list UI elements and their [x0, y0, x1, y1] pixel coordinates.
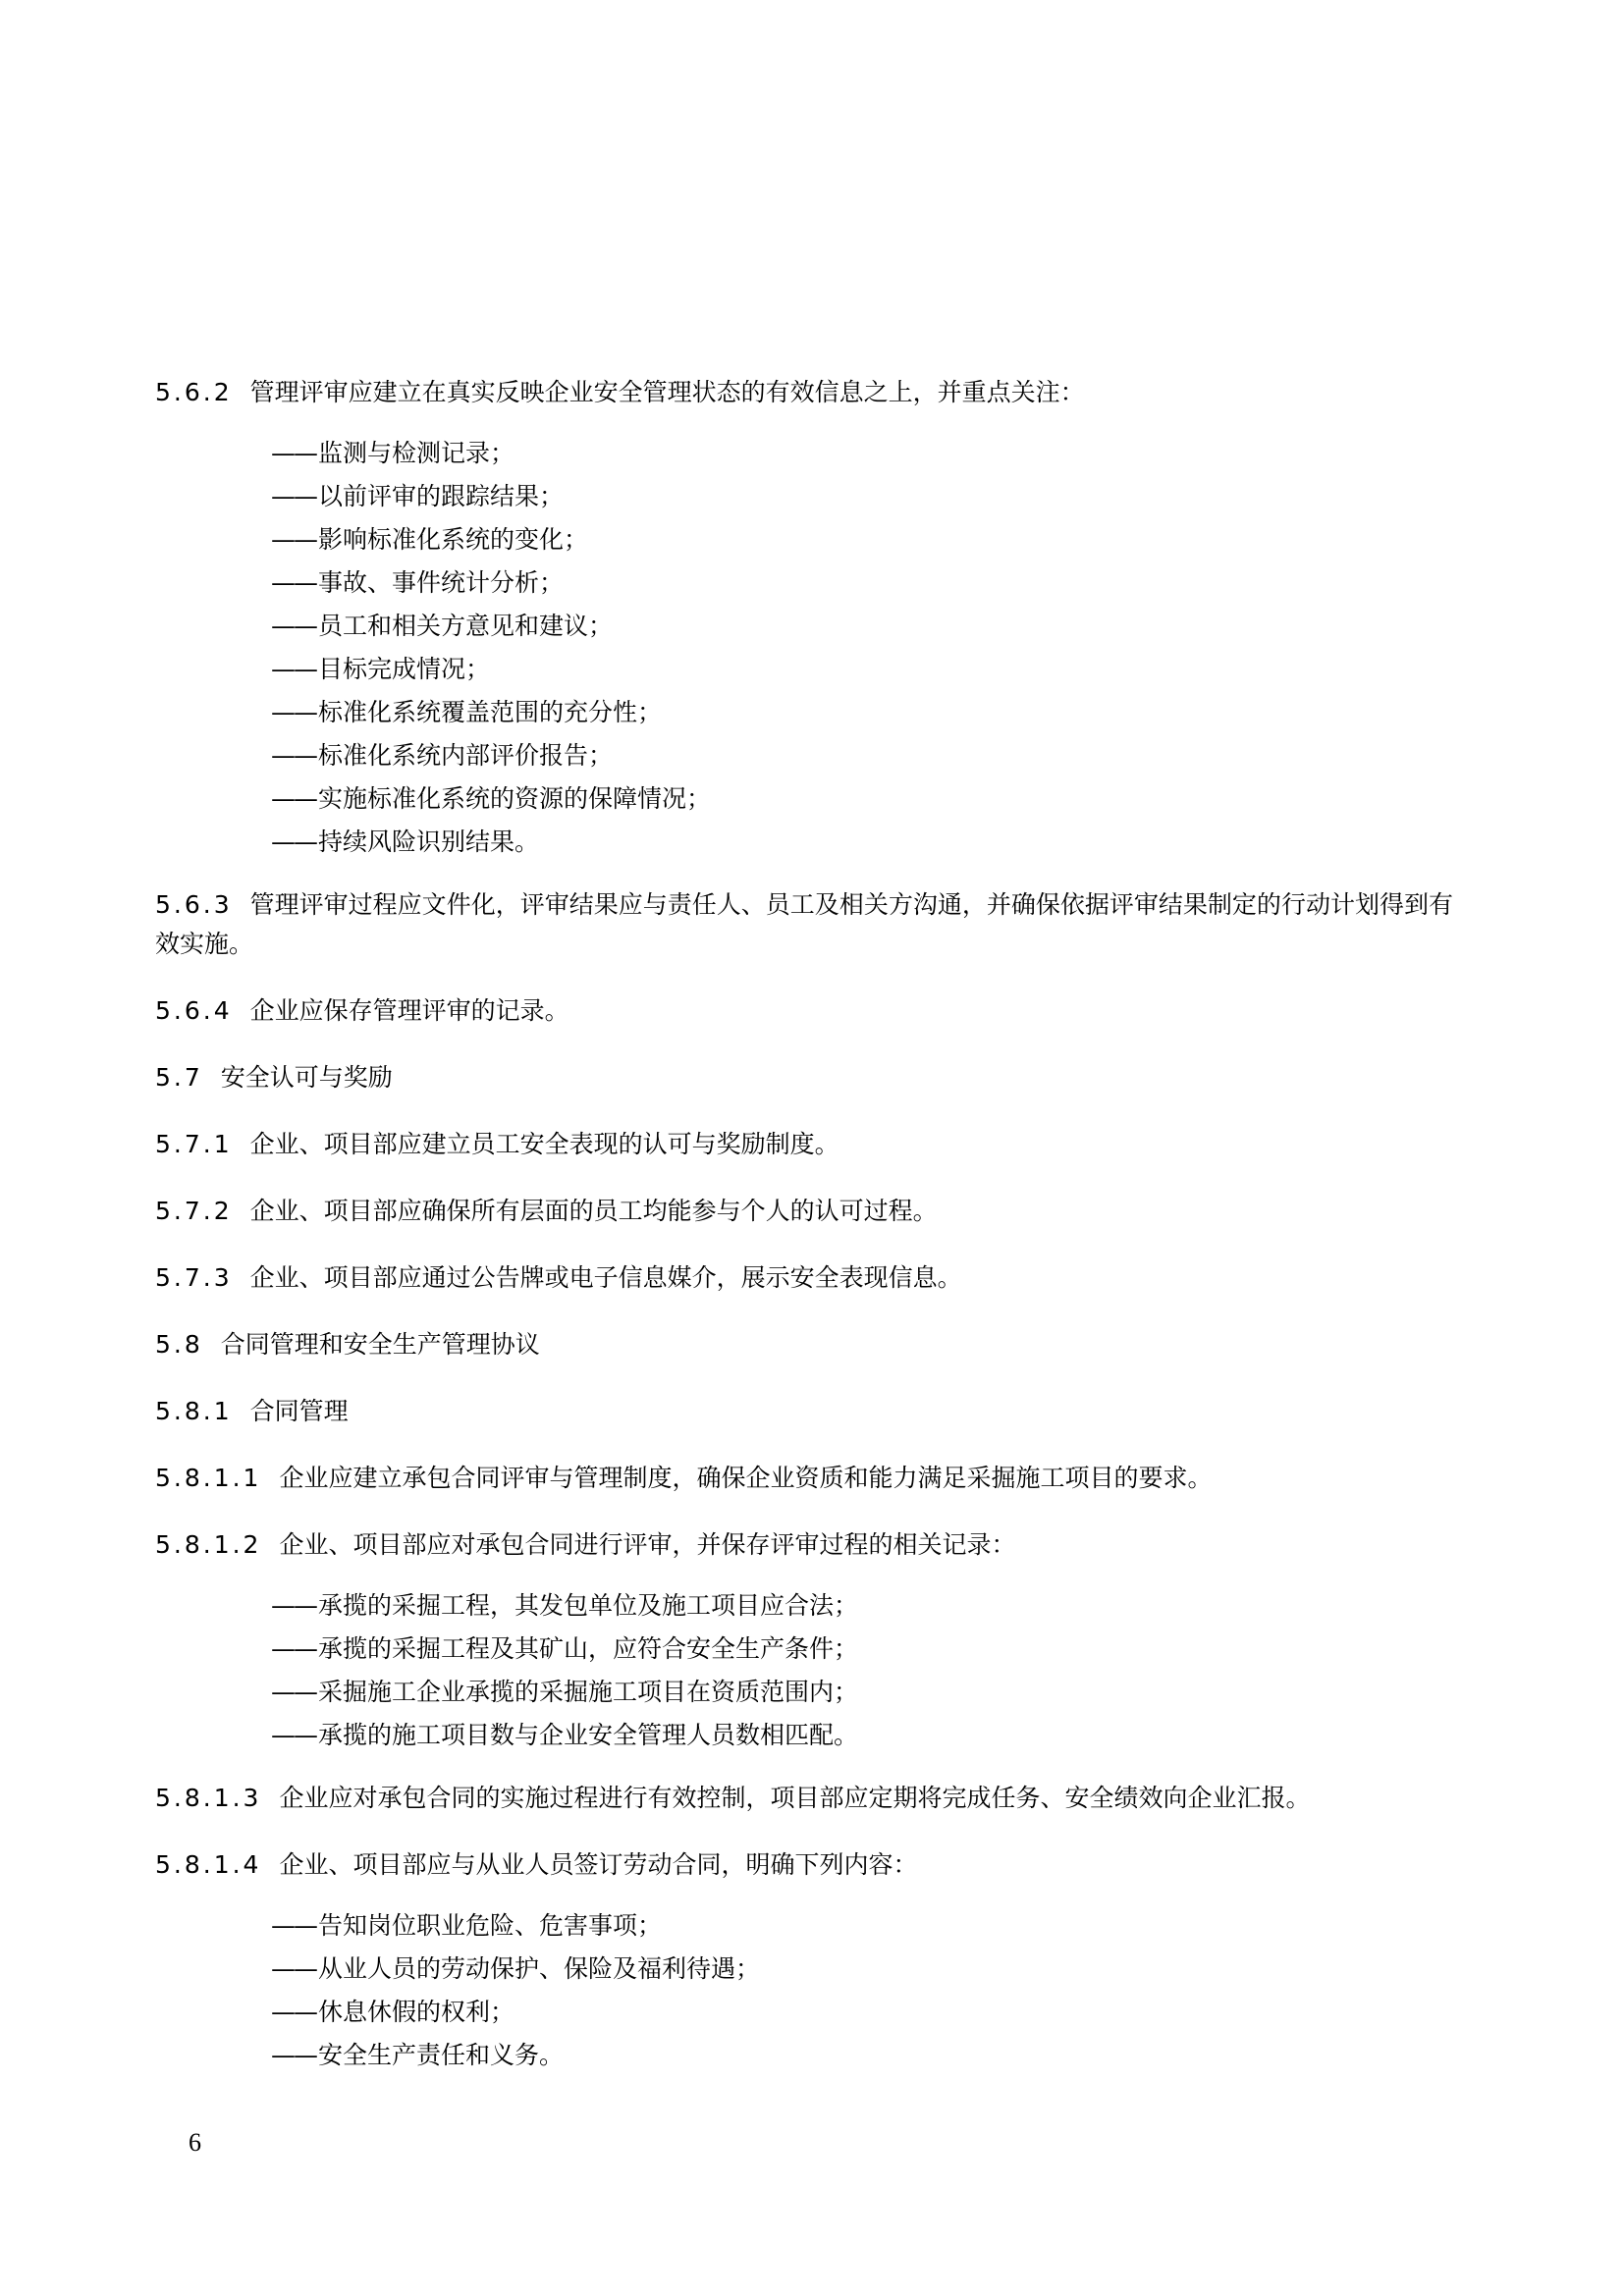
clause-5-6-4	[155, 991, 1453, 1031]
clause-number: 5.6.2	[155, 378, 233, 406]
list-item: —— 承揽的施工项目数与企业安全管理人员数相匹配。	[271, 1716, 1453, 1755]
list-item: —— 以前评审的跟踪结果；	[271, 477, 1453, 516]
list-item: —— 实施标准化系统的资源的保障情况；	[271, 779, 1453, 819]
list-item: —— 员工和相关方意见和建议；	[271, 607, 1453, 646]
clause-5-7-1	[155, 1125, 1453, 1164]
list-item: —— 安全生产责任和义务。	[271, 2036, 1453, 2075]
focus-list	[271, 434, 1453, 862]
clause-text: 企业应保存管理评审的记录。	[249, 996, 569, 1025]
clause-text: 企业、项目部应对承包合同进行评审，并保存评审过程的相关记录：	[279, 1530, 1016, 1559]
clause-5-8-1-4	[155, 1845, 1453, 1885]
clause-text: 企业、项目部应通过公告牌或电子信息媒介，展示安全表现信息。	[249, 1263, 962, 1292]
section-number: 5.7	[155, 1063, 203, 1092]
list-item: —— 标准化系统覆盖范围的充分性；	[271, 693, 1453, 732]
list-item: —— 休息休假的权利；	[271, 1993, 1453, 2032]
clause-5-8-1-1	[155, 1459, 1453, 1498]
contract-review-list	[271, 1586, 1453, 1755]
clause-5-7-3	[155, 1258, 1453, 1298]
document-body	[155, 373, 1453, 2099]
section-heading-5-8-1	[155, 1392, 1453, 1431]
labor-contract-list	[271, 1906, 1453, 2075]
list-item: —— 告知岗位职业危险、危害事项；	[271, 1906, 1453, 1946]
clause-5-7-2	[155, 1192, 1453, 1231]
clause-number: 5.8.1.1	[155, 1464, 262, 1492]
list-item: —— 标准化系统内部评价报告；	[271, 736, 1453, 775]
clause-text: 企业、项目部应与从业人员签订劳动合同，明确下列内容：	[279, 1850, 918, 1879]
list-item: —— 影响标准化系统的变化；	[271, 520, 1453, 560]
clause-text: 管理评审过程应文件化，评审结果应与责任人、员工及相关方沟通，并确保依据评审结果制定的行动计划得到有效实施。	[155, 890, 1453, 958]
list-item: —— 目标完成情况；	[271, 650, 1453, 689]
clause-text: 企业、项目部应确保所有层面的员工均能参与个人的认可过程。	[249, 1197, 938, 1225]
clause-number: 5.7.1	[155, 1130, 233, 1158]
list-item: —— 持续风险识别结果。	[271, 823, 1453, 862]
clause-number: 5.8.1.4	[155, 1850, 262, 1879]
section-heading-5-7	[155, 1058, 1453, 1097]
clause-number: 5.8.1.3	[155, 1784, 262, 1812]
clause-text: 管理评审应建立在真实反映企业安全管理状态的有效信息之上，并重点关注：	[249, 378, 1085, 406]
section-title: 合同管理和安全生产管理协议	[220, 1330, 540, 1359]
clause-number: 5.6.4	[155, 996, 233, 1025]
list-item: —— 从业人员的劳动保护、保险及福利待遇；	[271, 1949, 1453, 1989]
list-item: —— 事故、事件统计分析；	[271, 563, 1453, 603]
clause-5-6-2	[155, 373, 1453, 412]
clause-text: 企业、项目部应建立员工安全表现的认可与奖励制度。	[249, 1130, 839, 1158]
clause-number: 5.7.3	[155, 1263, 233, 1292]
clause-5-6-3	[155, 885, 1453, 964]
section-heading-5-8	[155, 1325, 1453, 1364]
section-title: 合同管理	[249, 1397, 349, 1425]
section-number: 5.8.1	[155, 1397, 233, 1425]
page-number: 6	[189, 2128, 201, 2157]
clause-5-8-1-3	[155, 1779, 1453, 1818]
clause-number: 5.6.3	[155, 890, 233, 919]
clause-text: 企业应对承包合同的实施过程进行有效控制，项目部应定期将完成任务、安全绩效向企业汇报。	[279, 1784, 1311, 1812]
clause-number: 5.8.1.2	[155, 1530, 262, 1559]
list-item: —— 采掘施工企业承揽的采掘施工项目在资质范围内；	[271, 1673, 1453, 1712]
section-title: 安全认可与奖励	[220, 1063, 393, 1092]
clause-text: 企业应建立承包合同评审与管理制度，确保企业资质和能力满足采掘施工项目的要求。	[279, 1464, 1213, 1492]
list-item: —— 监测与检测记录；	[271, 434, 1453, 473]
clause-5-8-1-2	[155, 1525, 1453, 1565]
list-item: —— 承揽的采掘工程及其矿山，应符合安全生产条件；	[271, 1629, 1453, 1669]
clause-number: 5.7.2	[155, 1197, 233, 1225]
section-number: 5.8	[155, 1330, 203, 1359]
list-item: —— 承揽的采掘工程，其发包单位及施工项目应合法；	[271, 1586, 1453, 1626]
